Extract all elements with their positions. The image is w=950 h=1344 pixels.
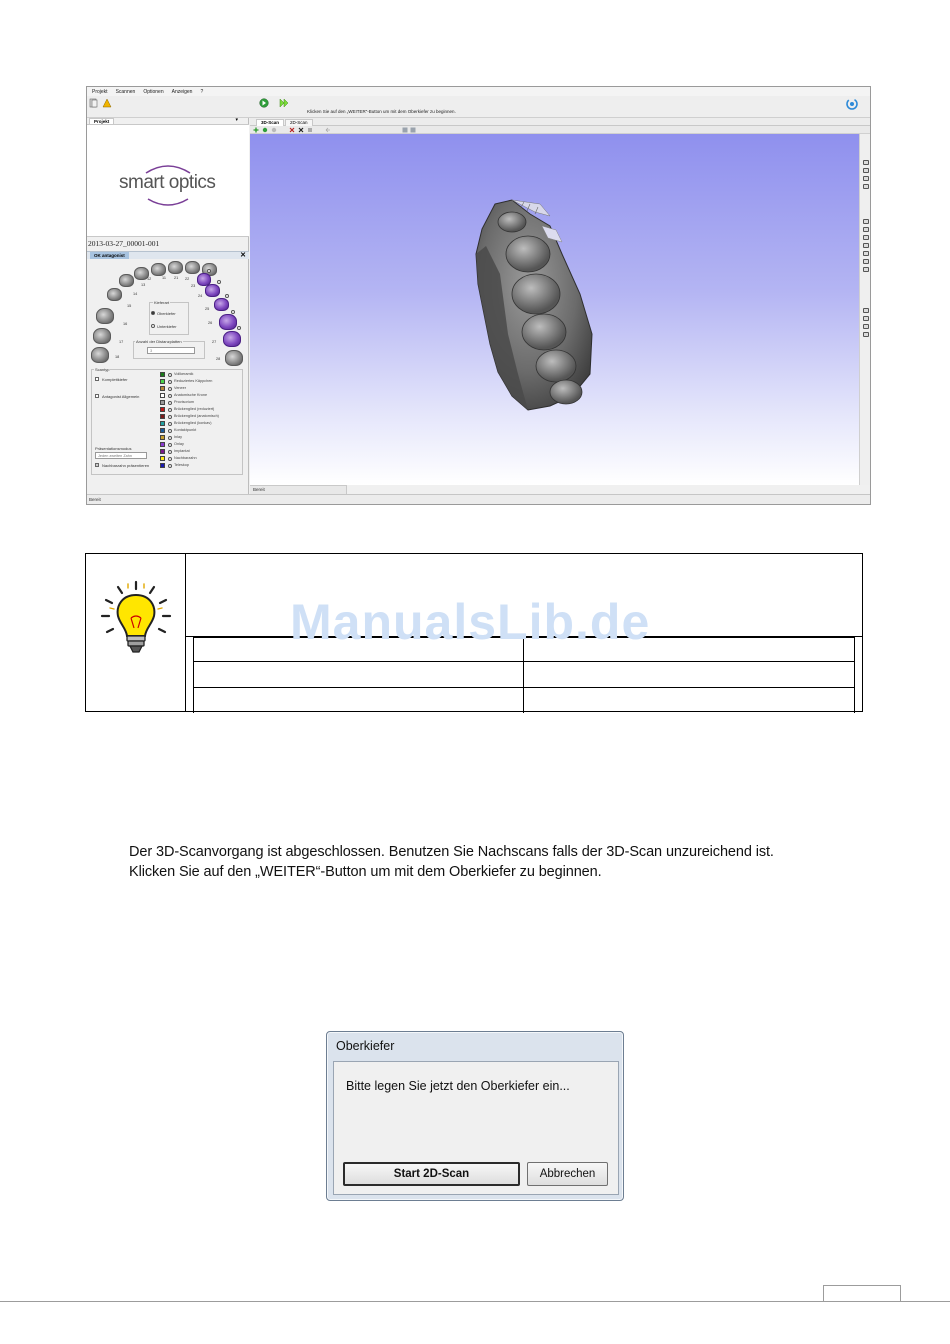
tooth-number: 15 <box>127 304 132 308</box>
view-mode-icon[interactable] <box>863 267 869 272</box>
project-id: 2013-03-27_00001-001 <box>88 239 160 248</box>
presentation-mode-label: Präsentationsmodus <box>95 446 132 451</box>
view-mode-icon[interactable] <box>863 219 869 224</box>
view-tools-icon[interactable] <box>253 127 283 133</box>
legend-label: Nachbarzahn <box>174 456 197 460</box>
refresh-icon[interactable] <box>846 98 858 110</box>
close-icon[interactable]: ✕ <box>240 252 246 259</box>
scan-start-icon[interactable] <box>259 98 269 108</box>
tooth-15[interactable] <box>107 288 122 301</box>
tooth-26[interactable] <box>219 314 237 330</box>
save-icon[interactable] <box>402 127 416 133</box>
legend-label: Brückenglied (anatomisch) <box>174 414 219 418</box>
tooth-radio[interactable] <box>207 269 211 273</box>
legend-radio[interactable] <box>168 429 172 433</box>
jaw-type-label: Kieferart <box>154 300 170 305</box>
tooth-number: 21 <box>174 276 179 280</box>
legend-swatch <box>160 435 165 440</box>
radio-unterkiefer[interactable] <box>151 324 155 328</box>
view-orientation-icon[interactable] <box>863 184 869 189</box>
legend-swatch <box>160 414 165 419</box>
tooth-radio[interactable] <box>231 310 235 314</box>
legend-item[interactable] <box>160 407 240 414</box>
legend-radio[interactable] <box>168 415 172 419</box>
legend-label: Veneer <box>174 386 187 390</box>
status-bar <box>87 494 870 505</box>
layer-icon[interactable] <box>863 316 869 321</box>
logo-wordmark: smart optics <box>119 172 216 193</box>
legend-radio[interactable] <box>168 443 172 447</box>
legend-item[interactable] <box>160 386 240 393</box>
menu-scannen[interactable]: Scannen <box>115 88 136 95</box>
legend-radio[interactable] <box>168 464 172 468</box>
legend-swatch <box>160 428 165 433</box>
tooth-28[interactable] <box>225 350 243 366</box>
layer-icon[interactable] <box>863 324 869 329</box>
instruction-text <box>129 842 869 882</box>
spacer-label: Anzahl der Distanzplatten <box>136 339 182 344</box>
view-mode-icon[interactable] <box>863 259 869 264</box>
footer-rule <box>0 1301 950 1302</box>
logo-area <box>87 124 249 237</box>
legend-item[interactable] <box>160 456 240 463</box>
checkbox-komplettkiefer[interactable] <box>95 377 99 381</box>
watermark: ManualsLib.de <box>290 594 651 650</box>
tooth-radio[interactable] <box>217 280 221 284</box>
view-mode-icon[interactable] <box>863 227 869 232</box>
legend-swatch <box>160 463 165 468</box>
menu-optionen[interactable]: Optionen <box>143 88 164 95</box>
dialog-title: Oberkiefer <box>336 1039 395 1053</box>
option-antagonist: Antagonist Allgemein <box>102 394 140 399</box>
option-oberkiefer: Oberkiefer <box>157 311 176 316</box>
dialog-message: Bitte legen Sie jetzt den Oberkiefer ein... <box>346 1079 570 1093</box>
main-toolbar <box>87 96 870 118</box>
legend-radio[interactable] <box>168 408 172 412</box>
legend-label: Inlay <box>174 435 183 439</box>
jaw-scan-model <box>250 134 859 485</box>
tooth-number: 16 <box>123 322 128 326</box>
status-text: Bereit <box>89 497 101 502</box>
legend-radio[interactable] <box>168 401 172 405</box>
legend-item[interactable] <box>160 372 240 379</box>
lightbulb-icon <box>98 578 174 658</box>
toolbar-hint: Klicken Sie auf den „WEITER“-Button um mit dem Oberkiefer zu beginnen. <box>307 109 456 114</box>
legend-label: Provisorium <box>174 400 195 404</box>
tooth-16[interactable] <box>96 308 114 324</box>
legend-radio[interactable] <box>168 457 172 461</box>
view-mode-icon[interactable] <box>863 251 869 256</box>
warning-icon[interactable] <box>102 98 112 108</box>
tooth-number: 25 <box>205 307 210 311</box>
tooth-12[interactable] <box>151 263 166 276</box>
tooth-11[interactable] <box>168 261 183 274</box>
viewport-status <box>250 485 347 494</box>
legend-label: Anatomische Krone <box>174 393 208 397</box>
menu-bar <box>87 87 870 96</box>
legend-item[interactable] <box>160 414 240 421</box>
checkbox-neighbor[interactable] <box>95 463 99 467</box>
legend-label: Reduziertes Käppchen <box>174 379 213 383</box>
view-orientation-icon[interactable] <box>863 168 869 173</box>
antagonist-tab[interactable]: OK antagonist <box>90 252 129 259</box>
viewport-status-text: Bereit <box>253 487 265 492</box>
menu-anzeigen[interactable]: Anzeigen <box>171 88 193 95</box>
view-sidebar <box>859 134 871 485</box>
radio-oberkiefer[interactable] <box>151 311 155 315</box>
app-screenshot <box>86 86 871 505</box>
tooth-18[interactable] <box>91 347 109 363</box>
tooth-14[interactable] <box>119 274 134 287</box>
legend-swatch <box>160 449 165 454</box>
dialog-body <box>333 1061 619 1195</box>
tooth-number: 12 <box>147 277 152 281</box>
tooth-radio[interactable] <box>237 326 241 330</box>
spacer-spinbox[interactable]: 3 <box>147 347 195 354</box>
view-orientation-icon[interactable] <box>863 176 869 181</box>
legend-swatch <box>160 407 165 412</box>
tooth-27[interactable] <box>223 331 241 347</box>
legend-label: Brückenglied (konkav) <box>174 421 212 425</box>
instruction-line-1: Der 3D-Scanvorgang ist abgeschlossen. Benutzen Sie Nachscans falls der 3D-Scan unzureichend ist. <box>129 844 774 860</box>
layer-icon[interactable] <box>863 332 869 337</box>
tooth-number: 22 <box>185 277 190 281</box>
legend-swatch <box>160 421 165 426</box>
tooth-number: 23 <box>191 284 196 288</box>
legend-radio[interactable] <box>168 422 172 426</box>
option-unterkiefer: Unterkiefer <box>157 324 177 329</box>
tooth-number: 14 <box>133 292 138 296</box>
tooth-number: 28 <box>216 357 221 361</box>
tooth-number: 11 <box>162 276 166 280</box>
page-number-tab <box>823 1285 901 1302</box>
legend-radio[interactable] <box>168 387 172 391</box>
cancel-button[interactable]: Abbrechen <box>527 1162 608 1186</box>
jaw-type-group <box>149 302 189 335</box>
tooth-21[interactable] <box>185 261 200 274</box>
legend-swatch <box>160 393 165 398</box>
option-neighbor: Nachbarzahn präsentieren <box>102 463 150 468</box>
legend-item[interactable] <box>160 393 240 400</box>
legend-label: Implantat <box>174 449 190 453</box>
legend-swatch <box>160 456 165 461</box>
legend-label: Vollkeramik <box>174 372 194 376</box>
tooth-number: 26 <box>208 321 213 325</box>
next-step-icon[interactable] <box>279 98 289 108</box>
tip-icon-cell <box>86 554 186 711</box>
legend-item[interactable] <box>160 421 240 428</box>
tooth-24[interactable] <box>205 284 220 297</box>
delete-tools-icon[interactable] <box>289 127 319 133</box>
antagonist-panel-title <box>87 251 249 259</box>
tooth-17[interactable] <box>93 328 111 344</box>
start-2d-scan-button[interactable]: Start 2D-Scan <box>343 1162 520 1186</box>
scan-type-label: Scantyp <box>95 367 110 372</box>
legend-radio[interactable] <box>168 380 172 384</box>
legend-item[interactable] <box>160 463 240 470</box>
open-project-icon[interactable] <box>89 98 99 108</box>
table-row <box>194 688 854 713</box>
view-mode-icon[interactable] <box>863 243 869 248</box>
tooth-radio[interactable] <box>225 294 229 298</box>
view-mode-icon[interactable] <box>863 235 869 240</box>
tooth-number: 17 <box>119 340 124 344</box>
legend-radio[interactable] <box>168 373 172 377</box>
option-komplettkiefer: Komplettkiefer <box>102 377 128 382</box>
tooth-number: 13 <box>141 283 146 287</box>
undo-icon[interactable] <box>325 127 331 133</box>
legend-swatch <box>160 386 165 391</box>
restoration-legend <box>160 372 245 472</box>
legend-label: Teleskop <box>174 463 189 467</box>
legend-label: Brückenglied (reduziert) <box>174 407 215 411</box>
legend-item[interactable] <box>160 400 240 407</box>
legend-swatch <box>160 372 165 377</box>
tooth-number: 24 <box>198 294 203 298</box>
layer-icon[interactable] <box>863 308 869 313</box>
checkbox-antagonist[interactable] <box>95 394 99 398</box>
tooth-25[interactable] <box>214 298 229 311</box>
instruction-line-2: Klicken Sie auf den „WEITER“-Button um mit dem Oberkiefer zu beginnen. <box>129 864 602 880</box>
tooth-number: 27 <box>212 340 217 344</box>
legend-label: Onlay <box>174 442 184 446</box>
project-panel <box>87 118 249 494</box>
tab-projekt[interactable]: Projekt <box>89 118 114 124</box>
legend-item[interactable] <box>160 379 240 386</box>
tooth-number: 18 <box>115 355 120 359</box>
menu-help[interactable]: ? <box>200 88 204 95</box>
tab-2d-scan[interactable]: 2D-Scan <box>285 119 313 126</box>
legend-item[interactable] <box>160 449 240 456</box>
oberkiefer-dialog <box>326 1031 624 1201</box>
legend-swatch <box>160 379 165 384</box>
3d-viewport[interactable] <box>250 134 859 485</box>
table-row <box>194 662 854 688</box>
legend-swatch <box>160 400 165 405</box>
legend-radio[interactable] <box>168 436 172 440</box>
legend-label: Kontaktpunkt <box>174 428 197 432</box>
legend-item[interactable] <box>160 435 240 442</box>
view-tabs <box>250 118 871 126</box>
panel-pin-icon[interactable]: ▾ <box>235 117 238 123</box>
presentation-mode-select[interactable]: Jeden zweiten Zahn <box>95 452 147 459</box>
legend-item[interactable] <box>160 428 240 435</box>
menu-projekt[interactable]: Projekt <box>92 88 108 95</box>
legend-swatch <box>160 442 165 447</box>
view-orientation-icon[interactable] <box>863 160 869 165</box>
tab-3d-scan[interactable]: 3D-Scan <box>256 119 284 126</box>
view-toolbar <box>250 126 871 134</box>
legend-radio[interactable] <box>168 450 172 454</box>
legend-item[interactable] <box>160 442 240 449</box>
legend-radio[interactable] <box>168 394 172 398</box>
